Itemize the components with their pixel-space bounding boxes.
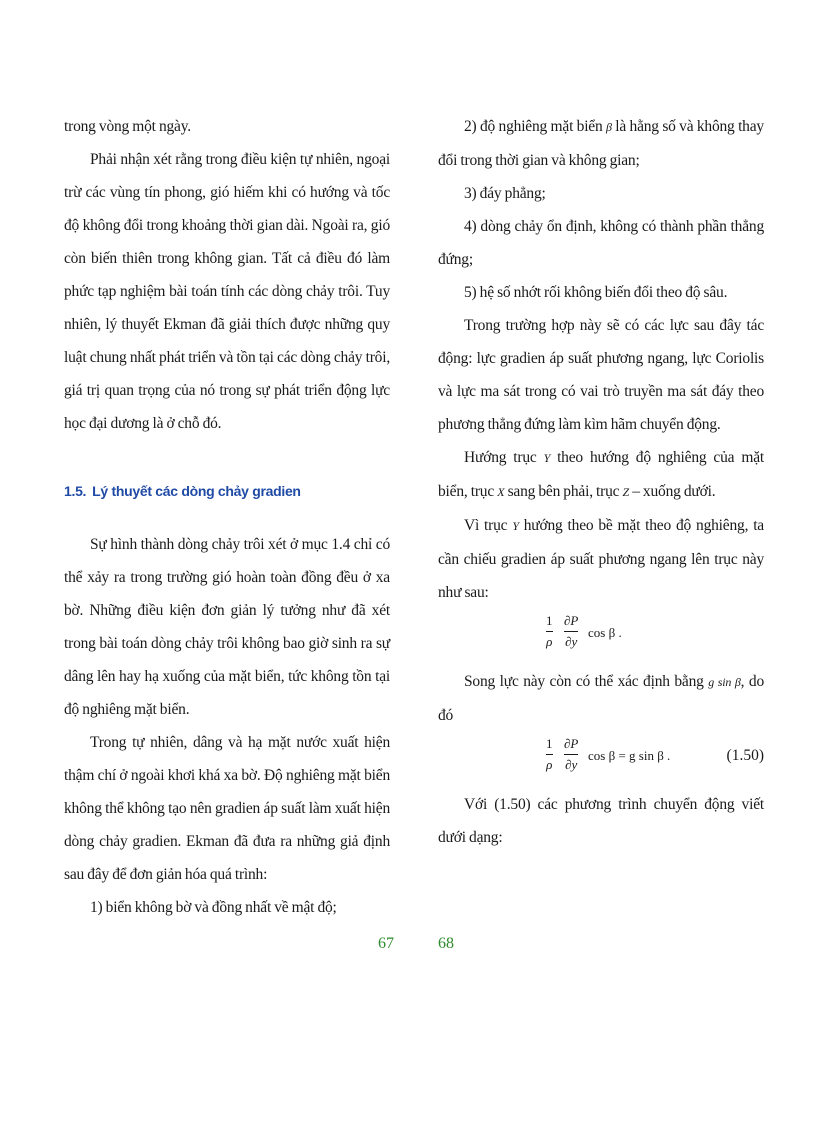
fraction-one-over-rho bbox=[546, 613, 553, 650]
assumption-3: 3) đáy phẳng; bbox=[464, 185, 546, 202]
axis-y-symbol: Y bbox=[543, 451, 551, 465]
assumption-2-text-b: là hằng số và không thay đổi trong thời gian và không gian; bbox=[438, 118, 764, 169]
paragraph-ekman-assumptions: Trong tự nhiên, dâng và hạ mặt nước xuất hiện thậm chí ở ngoài khơi khá xa bờ. Độ nghiêng mặt biển không thể không tạo nên gradien áp suất làm xuất hiện dòng chảy gradien. Ekman đã đưa ra những giả định sau đây để đơn giản hóa quá trình: bbox=[64, 734, 390, 883]
left-page-column bbox=[64, 110, 390, 924]
paragraph-continued: trong vòng một ngày. bbox=[64, 118, 191, 135]
equation-tail: cos β . bbox=[588, 625, 622, 640]
projection-text-b: hướng theo bề mặt theo độ nghiêng, ta cần chiếu gradien áp suất phương ngang lên trục này như sau: bbox=[438, 517, 764, 601]
axis-z-symbol: Z bbox=[622, 485, 630, 499]
paragraph-motion-equations: Với (1.50) các phương trình chuyển động viết dưới dạng: bbox=[438, 796, 764, 846]
assumption-5: 5) hệ số nhớt rối không biến đổi theo độ sâu. bbox=[464, 284, 728, 301]
paragraph-natural-conditions: Phải nhận xét rằng trong điều kiện tự nhiên, ngoại trừ các vùng tín phong, gió hiếm khi có hướng và tốc độ không đổi trong khoảng thời gian dài. Ngoài ra, gió còn biến thiên trong không gian. Tất cả điều đó làm phức tạp nghiệm bài toán tính các dòng chảy trôi. Tuy nhiên, lý thuyết Ekman đã giải thích được những quy luật chung nhất phát triển và tồn tại các dòng chảy trôi, giá trị quan trọng của nó trong sự phát triển động lực học đại dương là ở chỗ đó. bbox=[64, 151, 390, 432]
gsin-text-b: , do đó bbox=[438, 673, 764, 724]
frac-numerator: ∂P bbox=[564, 613, 579, 628]
axes-text-d: – xuống dưới. bbox=[632, 483, 716, 500]
section-heading bbox=[64, 476, 390, 506]
frac-denominator: ∂y bbox=[565, 634, 578, 649]
paragraph-forces: Trong trường hợp này sẽ có các lực sau đây tác động: lực gradien áp suất phương ngang, lực Coriolis và lực ma sát trong có vai trò truyền ma sát đáy theo phương thẳng đứng làm kìm hãm chuyển động. bbox=[438, 317, 764, 433]
section-number: 1.5. bbox=[64, 483, 87, 499]
section-title: Lý thuyết các dòng chảy gradien bbox=[92, 483, 301, 499]
page-number-left: 67 bbox=[378, 935, 394, 952]
equation-label: (1.50) bbox=[726, 747, 764, 764]
fraction-dp-dy bbox=[564, 736, 578, 773]
axes-text-c: sang bên phải, trục bbox=[507, 483, 620, 500]
beta-symbol: β bbox=[606, 120, 612, 134]
gsin-expression: g sin β bbox=[708, 675, 741, 689]
paragraph-projection bbox=[438, 509, 764, 609]
equation-1-50 bbox=[438, 732, 764, 788]
equation-tail: cos β = g sin β . bbox=[588, 748, 671, 763]
assumption-1: 1) biển không bờ và đồng nhất về mật độ; bbox=[90, 899, 337, 916]
assumption-4: 4) dòng chảy ổn định, không có thành phần thẳng đứng; bbox=[438, 218, 764, 268]
axis-x-symbol: X bbox=[497, 485, 505, 499]
gsin-text-a: Song lực này còn có thể xác định bằng bbox=[464, 673, 704, 690]
frac-denominator: ρ bbox=[546, 757, 553, 772]
paragraph-axes bbox=[438, 441, 764, 509]
projection-axis-symbol: Y bbox=[512, 519, 519, 533]
right-page-column bbox=[438, 110, 764, 854]
fraction-dp-dy bbox=[564, 613, 578, 650]
frac-numerator: ∂P bbox=[564, 736, 579, 751]
frac-numerator: 1 bbox=[546, 736, 553, 751]
equation-pressure-projection bbox=[438, 609, 764, 665]
fraction-one-over-rho bbox=[546, 736, 553, 773]
axes-text-b: theo hướng độ nghiêng của mặt biển, trục bbox=[438, 449, 764, 500]
page-number-right: 68 bbox=[438, 935, 454, 952]
axes-text-a: Hướng trục bbox=[464, 449, 537, 466]
frac-numerator: 1 bbox=[546, 613, 553, 628]
projection-text-a: Vì trục bbox=[464, 517, 508, 534]
frac-denominator: ∂y bbox=[565, 757, 578, 772]
paragraph-drift-formation: Sự hình thành dòng chảy trôi xét ở mục 1.4 chỉ có thể xảy ra trong trường gió hoàn toàn đồng đều ở xa bờ. Những điều kiện đơn giản lý tưởng như đã xét trong bài toán dòng chảy trôi không bao giờ sinh ra sự dâng lên hay hạ xuống của mặt biển, tức không tồn tại độ nghiêng mặt biển. bbox=[64, 536, 390, 718]
frac-denominator: ρ bbox=[546, 634, 553, 649]
assumption-2 bbox=[438, 110, 764, 177]
assumption-2-text-a: 2) độ nghiêng mặt biển bbox=[464, 118, 603, 135]
paragraph-gsin bbox=[438, 665, 764, 732]
